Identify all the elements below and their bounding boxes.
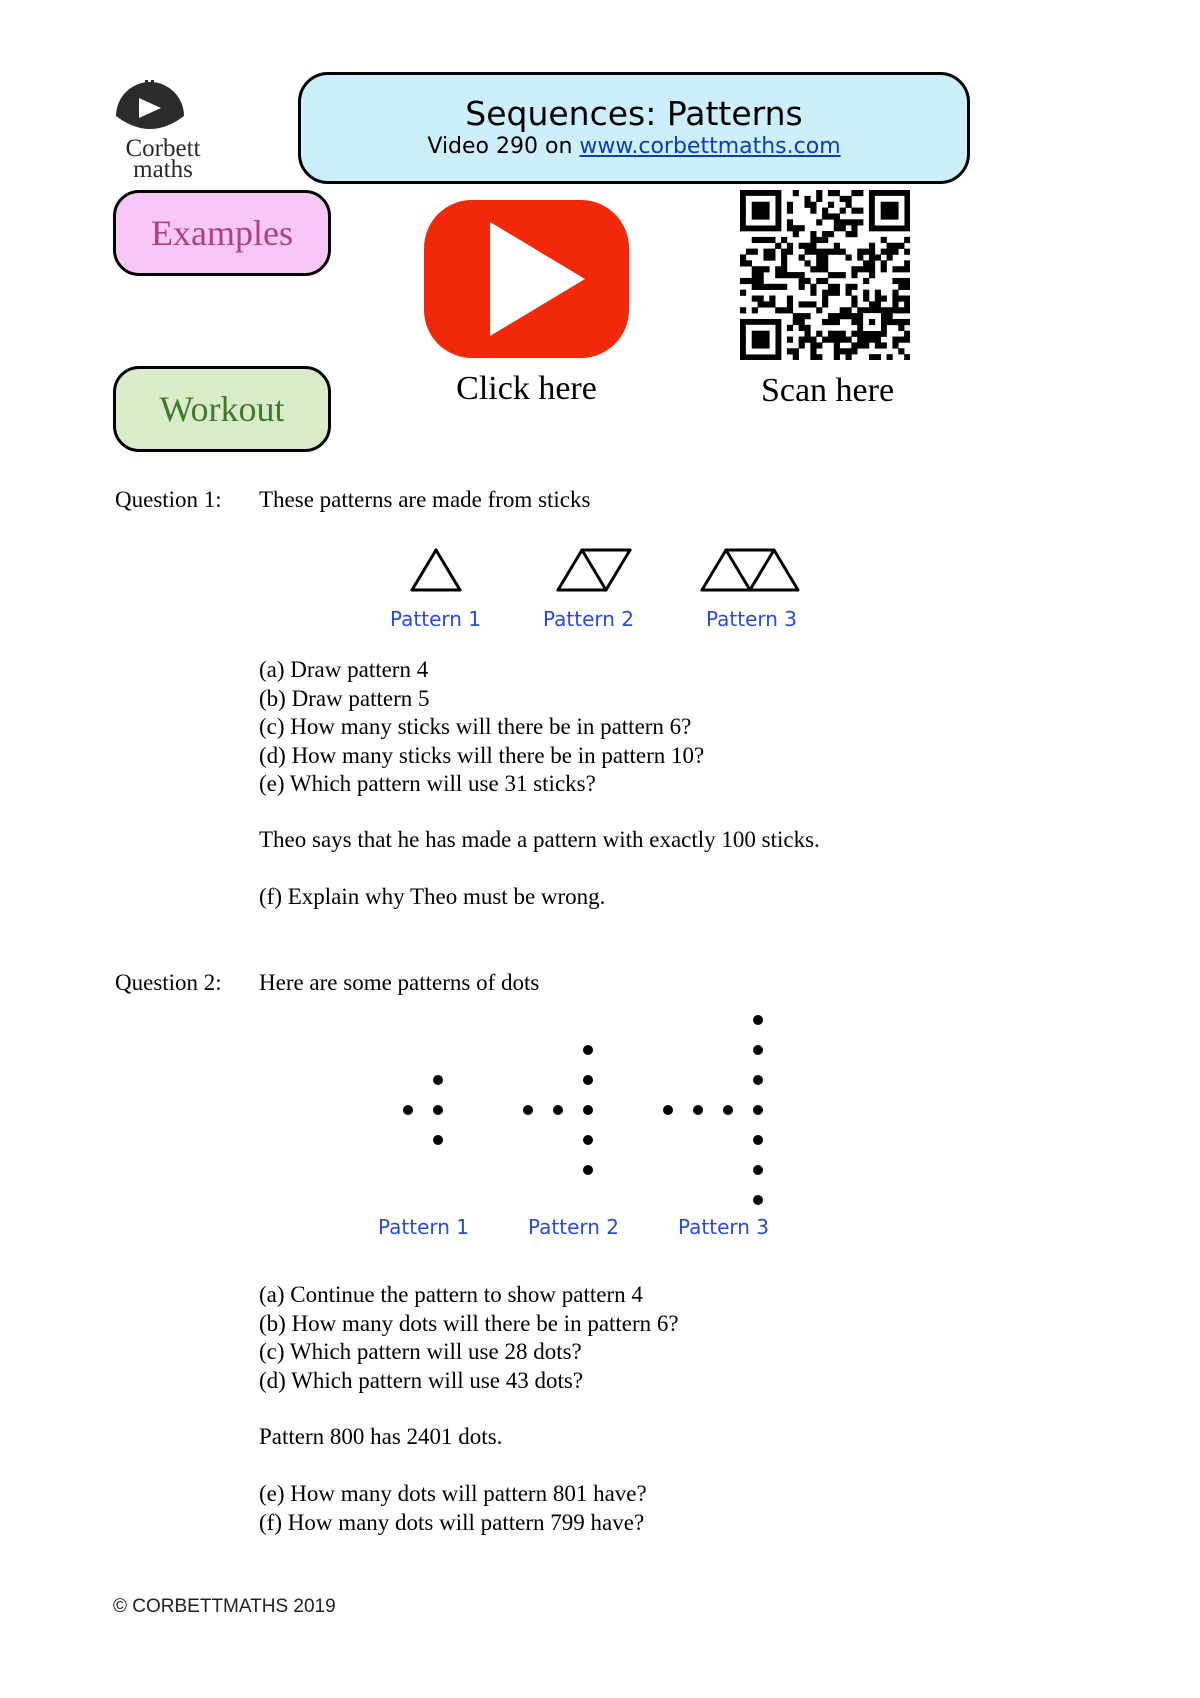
question-2-parts-2 — [259, 1480, 647, 1537]
subtitle-prefix: Video 290 on — [427, 134, 580, 159]
stick-pattern-1-label: Pattern 1 — [390, 607, 482, 631]
q2-part-c: (c) Which pattern will use 28 dots? — [259, 1339, 582, 1364]
dot — [433, 1075, 443, 1085]
question-2-label: Question 2: — [115, 970, 222, 995]
question-2-intro: Here are some patterns of dots — [259, 970, 540, 995]
logo-line1: Corbett — [125, 135, 201, 162]
q2-part-e: (e) How many dots will pattern 801 have? — [259, 1481, 647, 1506]
dot-pattern-2 — [523, 1045, 593, 1175]
dot — [663, 1105, 673, 1115]
dot — [753, 1165, 763, 1175]
workout-button[interactable]: Workout — [113, 366, 331, 452]
logo-text — [108, 135, 218, 183]
dot-patterns-figure — [390, 1005, 790, 1220]
dot — [583, 1105, 593, 1115]
dot-pattern-3-label: Pattern 3 — [678, 1215, 770, 1239]
stick-pattern-2 — [558, 550, 630, 590]
question-1-parts — [259, 656, 704, 799]
examples-button[interactable]: Examples — [113, 190, 331, 276]
logo-line2: maths — [133, 156, 193, 183]
question-1-intro: These patterns are made from sticks — [259, 487, 591, 512]
copyright-footer: © CORBETTMATHS 2019 — [113, 1596, 336, 1617]
qr-code-icon[interactable] — [740, 190, 910, 360]
dot — [723, 1105, 733, 1115]
dot — [753, 1015, 763, 1025]
q2-part-f: (f) How many dots will pattern 799 have? — [259, 1509, 645, 1535]
dot — [433, 1105, 443, 1115]
page-title: Sequences: Patterns — [465, 94, 803, 133]
q2-part-b: (b) How many dots will there be in pattern 6? — [259, 1310, 679, 1336]
stick-pattern-2-label: Pattern 2 — [543, 607, 635, 631]
stick-patterns-figure — [380, 538, 830, 598]
dot-pattern-2-label: Pattern 2 — [528, 1215, 620, 1239]
dot — [753, 1195, 763, 1205]
q1-part-f: (f) Explain why Theo must be wrong. — [259, 884, 606, 909]
q1-statement: Theo says that he has made a pattern with exactly 100 sticks. — [259, 827, 820, 852]
q1-part-d: (d) How many sticks will there be in pattern 10? — [259, 742, 705, 768]
stick-pattern-1 — [412, 550, 460, 590]
dot — [433, 1135, 443, 1145]
question-2-parts — [259, 1281, 679, 1395]
dot — [693, 1105, 703, 1115]
q1-part-b: (b) Draw pattern 5 — [259, 685, 430, 711]
dot-pattern-1-label: Pattern 1 — [378, 1215, 470, 1239]
dot — [553, 1105, 563, 1115]
dot — [753, 1135, 763, 1145]
dot — [583, 1075, 593, 1085]
q1-part-c: (c) How many sticks will there be in pattern 6? — [259, 714, 692, 739]
dot-pattern-1 — [403, 1075, 443, 1145]
stick-pattern-3 — [702, 550, 798, 590]
dot — [753, 1045, 763, 1055]
dot — [753, 1075, 763, 1085]
dot — [403, 1105, 413, 1115]
play-button[interactable] — [424, 200, 629, 358]
dot — [523, 1105, 533, 1115]
q2-part-d: (d) Which pattern will use 43 dots? — [259, 1367, 584, 1393]
q1-part-a: (a) Draw pattern 4 — [259, 657, 429, 682]
video-subtitle — [301, 133, 967, 161]
dot — [583, 1165, 593, 1175]
dot — [753, 1105, 763, 1115]
corbettmaths-link[interactable]: www.corbettmaths.com — [579, 134, 841, 159]
title-box — [298, 72, 970, 184]
q2-statement: Pattern 800 has 2401 dots. — [259, 1424, 503, 1449]
q2-part-a: (a) Continue the pattern to show pattern 4 — [259, 1282, 643, 1307]
question-1-label: Question 1: — [115, 487, 222, 512]
play-icon — [424, 200, 629, 358]
q1-part-e: (e) Which pattern will use 31 sticks? — [259, 771, 596, 796]
stick-pattern-3-label: Pattern 3 — [706, 607, 798, 631]
dot — [583, 1135, 593, 1145]
scan-here-label: Scan here — [760, 372, 895, 409]
dot — [583, 1045, 593, 1055]
dot-pattern-3 — [663, 1015, 763, 1205]
click-here-label[interactable]: Click here — [456, 370, 597, 407]
